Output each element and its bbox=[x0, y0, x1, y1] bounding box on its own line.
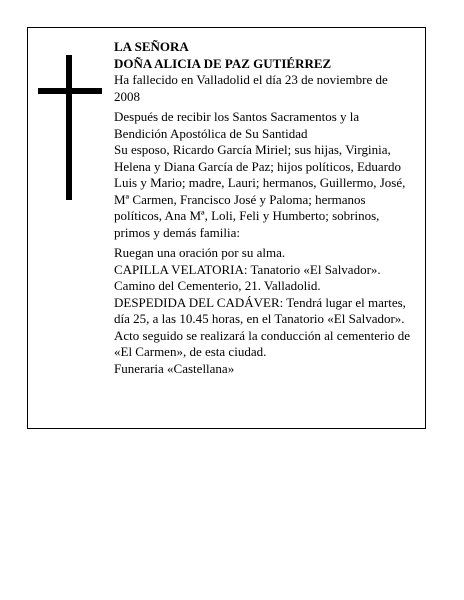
cross-icon bbox=[38, 55, 102, 200]
farewell-label: DESPEDIDA DEL CADÁVER: bbox=[114, 294, 284, 310]
cross-vertical-bar bbox=[66, 55, 72, 200]
obituary-notice bbox=[27, 27, 426, 429]
chapel-info: CAPILLA VELATORIA: Tanatorio «El Salvador». Camino del Cementerio, 21. Valladolid. bbox=[114, 261, 381, 293]
funeral-home: Funeraria «Castellana» bbox=[114, 360, 235, 376]
family-list: Su esposo, Ricardo García Miriel; sus hijas, Virginia, Helena y Diana García de Paz; hijos políticos, Eduardo Luis y Mario; madre, Lauri; hermanos, Guillermo, José, Mª Carmen, Francisco José y Paloma; hermanos políticos, Ana Mª, Loli, Feli y Humberto; sobrinos, primos y demás familia: bbox=[114, 142, 406, 240]
deceased-name: DOÑA ALICIA DE PAZ GUTIÉRREZ bbox=[114, 55, 332, 71]
sacraments-statement: Después de recibir los Santos Sacramentos y la Bendición Apostólica de Su Santidad bbox=[114, 109, 360, 141]
cross-horizontal-bar bbox=[38, 88, 102, 94]
farewell-text: Tendrá lugar el martes, día 25, a las 10.45 horas, en el Tanatorio «El Salvador». Acto seguido se realizará la conducción al cementerio de «El Carmen», de esta ciudad. bbox=[114, 294, 410, 359]
farewell-info bbox=[114, 295, 414, 361]
notice-title-line1: LA SEÑORA bbox=[114, 39, 189, 54]
prayer-request: Ruegan una oración por su alma. bbox=[114, 245, 286, 260]
notice-body bbox=[114, 39, 414, 377]
death-statement: Ha fallecido en Valladolid el día 23 de noviembre de 2008 bbox=[114, 72, 388, 104]
